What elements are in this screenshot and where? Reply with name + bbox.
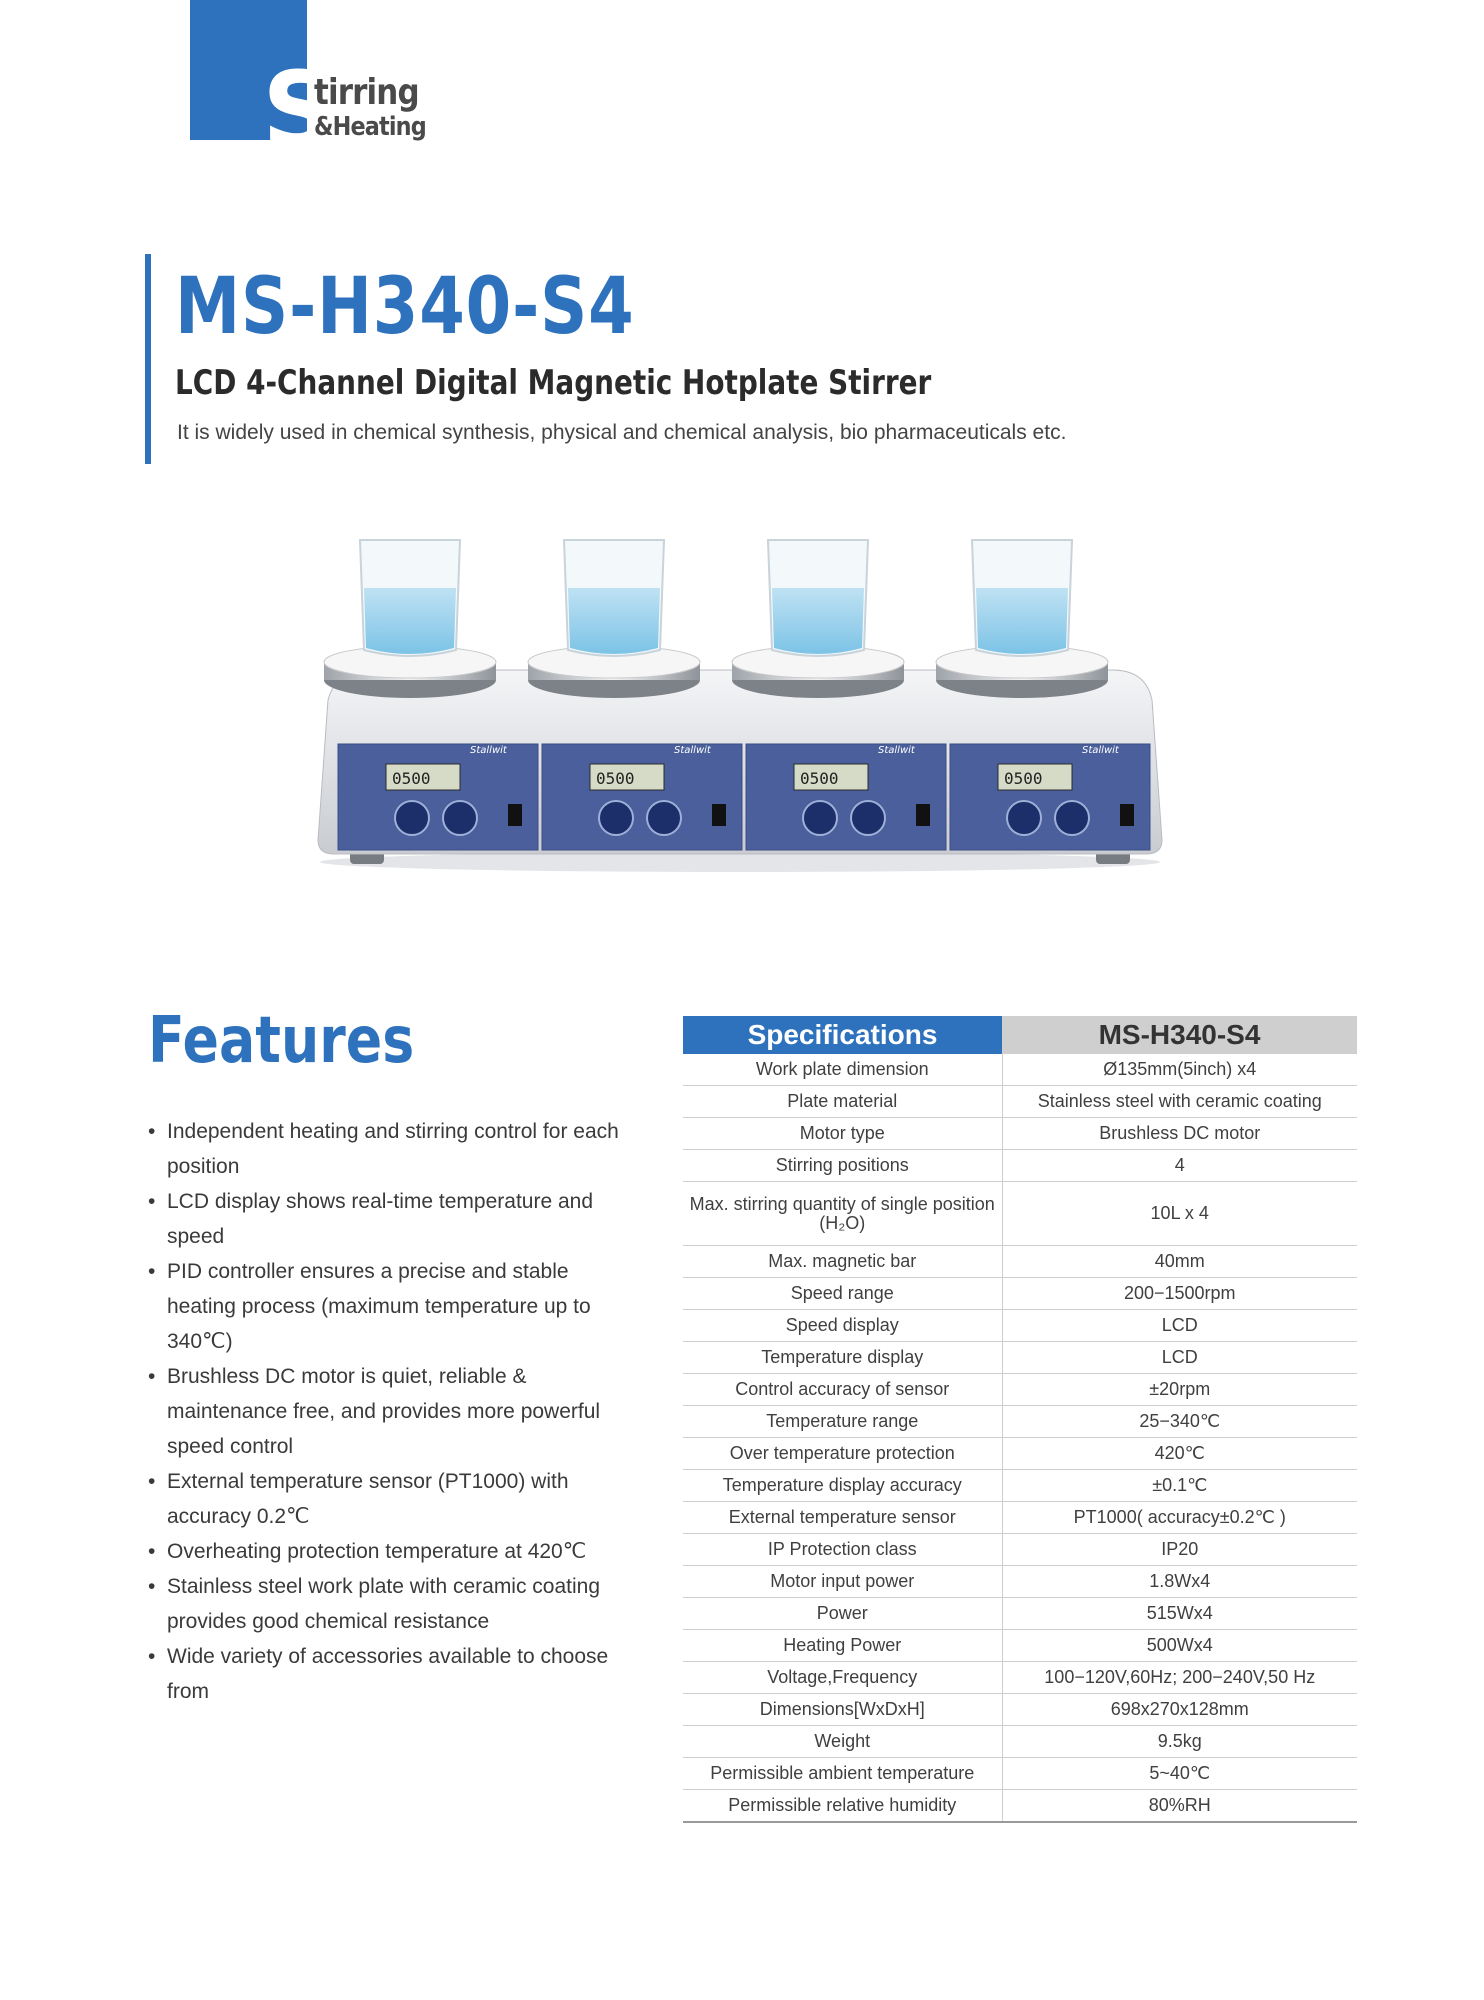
spec-label: Speed display <box>683 1310 1002 1342</box>
spec-value: Stainless steel with ceramic coating <box>1002 1086 1357 1118</box>
spec-label: Temperature display <box>683 1342 1002 1374</box>
spec-label: Control accuracy of sensor <box>683 1374 1002 1406</box>
spec-label: Permissible relative humidity <box>683 1790 1002 1823</box>
spec-value: 5~40℃ <box>1002 1758 1357 1790</box>
table-row <box>683 1086 1357 1118</box>
spec-label: Heating Power <box>683 1630 1002 1662</box>
spec-value: Brushless DC motor <box>1002 1118 1357 1150</box>
spec-label: Speed range <box>683 1278 1002 1310</box>
spec-label: Over temperature protection <box>683 1438 1002 1470</box>
spec-value: 200−1500rpm <box>1002 1278 1357 1310</box>
spec-value: IP20 <box>1002 1534 1357 1566</box>
spec-label: Motor type <box>683 1118 1002 1150</box>
spec-value: 420℃ <box>1002 1438 1357 1470</box>
spec-value: LCD <box>1002 1342 1357 1374</box>
spec-label: Temperature display accuracy <box>683 1470 1002 1502</box>
table-row <box>683 1150 1357 1182</box>
product-image <box>300 520 1180 880</box>
table-row <box>683 1566 1357 1598</box>
spec-label: Max. stirring quantity of single position (H₂O) <box>683 1182 1002 1246</box>
table-header-row <box>683 1016 1357 1054</box>
table-row <box>683 1534 1357 1566</box>
spec-value: 9.5kg <box>1002 1726 1357 1758</box>
page-subtitle: LCD 4-Channel Digital Magnetic Hotplate Stirrer <box>175 363 932 403</box>
table-row <box>683 1790 1357 1823</box>
spec-label: Temperature range <box>683 1406 1002 1438</box>
spec-value: 698x270x128mm <box>1002 1694 1357 1726</box>
spec-label: Max. magnetic bar <box>683 1246 1002 1278</box>
feature-item: • Stainless steel work plate with ceramic coating provides good chemical resistance <box>148 1569 628 1639</box>
spec-value: 1.8Wx4 <box>1002 1566 1357 1598</box>
table-row <box>683 1342 1357 1374</box>
feature-item: • Wide variety of accessories available to choose from <box>148 1639 628 1709</box>
table-row <box>683 1470 1357 1502</box>
page-tagline: It is widely used in chemical synthesis, physical and chemical analysis, bio pharmaceuticals etc. <box>177 421 1067 444</box>
feature-item: • PID controller ensures a precise and stable heating process (maximum temperature up to 340℃) <box>148 1254 628 1359</box>
spec-value: 40mm <box>1002 1246 1357 1278</box>
spec-label: Work plate dimension <box>683 1054 1002 1086</box>
table-row <box>683 1374 1357 1406</box>
spec-value: 500Wx4 <box>1002 1630 1357 1662</box>
page-title: MS-H340-S4 <box>175 262 635 352</box>
spec-label: External temperature sensor <box>683 1502 1002 1534</box>
table-row <box>683 1662 1357 1694</box>
feature-item: • Brushless DC motor is quiet, reliable & maintenance free, and provides more powerful speed control <box>148 1359 628 1464</box>
feature-item: • Independent heating and stirring control for each position <box>148 1114 628 1184</box>
spec-value: ±20rpm <box>1002 1374 1357 1406</box>
spec-value: LCD <box>1002 1310 1357 1342</box>
spec-value: 80%RH <box>1002 1790 1357 1823</box>
table-row <box>683 1598 1357 1630</box>
feature-item: • LCD display shows real-time temperature and speed <box>148 1184 628 1254</box>
spec-value: 10L x 4 <box>1002 1182 1357 1246</box>
lcd-readout: 0500 <box>392 769 431 788</box>
table-row <box>683 1182 1357 1246</box>
features-list <box>148 1114 628 1709</box>
spec-label: Voltage,Frequency <box>683 1662 1002 1694</box>
table-row <box>683 1630 1357 1662</box>
logo-letter: S <box>262 49 335 171</box>
table-row <box>683 1246 1357 1278</box>
logo-word-stirring: tirring <box>314 72 419 113</box>
table-row <box>683 1438 1357 1470</box>
brand-label: Stallwit <box>470 745 507 756</box>
spec-value: 100−120V,60Hz; 200−240V,50 Hz <box>1002 1662 1357 1694</box>
table-row <box>683 1694 1357 1726</box>
table-row <box>683 1118 1357 1150</box>
spec-label: Permissible ambient temperature <box>683 1758 1002 1790</box>
spec-value: 25−340℃ <box>1002 1406 1357 1438</box>
spec-label: Dimensions[WxDxH] <box>683 1694 1002 1726</box>
table-row <box>683 1310 1357 1342</box>
title-accent-bar <box>145 254 151 464</box>
table-row <box>683 1278 1357 1310</box>
specifications-table <box>683 1016 1357 1823</box>
spec-value: PT1000( accuracy±0.2℃ ) <box>1002 1502 1357 1534</box>
spec-label: Power <box>683 1598 1002 1630</box>
logo-word-heating: &Heating <box>314 112 426 142</box>
table-row <box>683 1502 1357 1534</box>
table-row <box>683 1726 1357 1758</box>
spec-header-label: Specifications <box>683 1016 1002 1054</box>
spec-label: Motor input power <box>683 1566 1002 1598</box>
spec-value: 4 <box>1002 1150 1357 1182</box>
feature-item: • External temperature sensor (PT1000) with accuracy 0.2℃ <box>148 1464 628 1534</box>
spec-label: Stirring positions <box>683 1150 1002 1182</box>
spec-value: Ø135mm(5inch) x4 <box>1002 1054 1357 1086</box>
features-heading: Features <box>148 1004 415 1078</box>
feature-item: • Overheating protection temperature at 420℃ <box>148 1534 628 1569</box>
table-row <box>683 1758 1357 1790</box>
spec-label: IP Protection class <box>683 1534 1002 1566</box>
table-row <box>683 1406 1357 1438</box>
table-row <box>683 1054 1357 1086</box>
spec-label: Weight <box>683 1726 1002 1758</box>
spec-value: 515Wx4 <box>1002 1598 1357 1630</box>
spec-value: ±0.1℃ <box>1002 1470 1357 1502</box>
spec-label: Plate material <box>683 1086 1002 1118</box>
spec-header-model: MS-H340-S4 <box>1002 1016 1357 1054</box>
